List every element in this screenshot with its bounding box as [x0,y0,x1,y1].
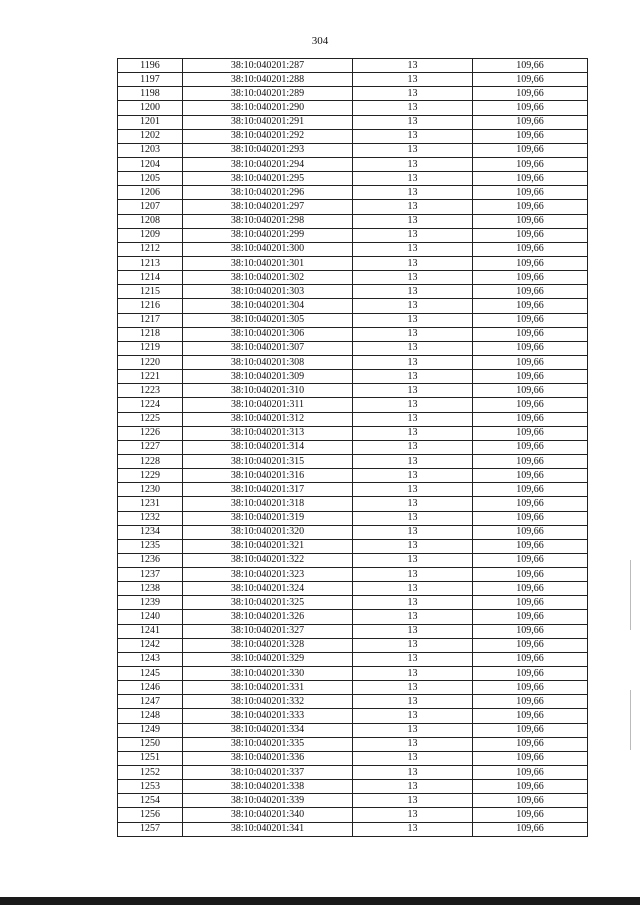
area-cell: 13 [353,73,473,87]
table-row [118,780,588,794]
cadastral-number-cell: 38:10:040201:291 [183,115,353,129]
cadastral-number-cell: 38:10:040201:301 [183,256,353,270]
cadastral-number-cell: 38:10:040201:312 [183,412,353,426]
value-cell: 109,66 [473,186,588,200]
table-row [118,751,588,765]
cadastral-number-cell: 38:10:040201:311 [183,398,353,412]
table-row [118,143,588,157]
value-cell: 109,66 [473,313,588,327]
area-cell: 13 [353,398,473,412]
cadastral-number-cell: 38:10:040201:315 [183,454,353,468]
row-number-cell: 1202 [118,129,183,143]
cadastral-number-cell: 38:10:040201:296 [183,186,353,200]
table-row [118,766,588,780]
row-number-cell: 1219 [118,341,183,355]
table-row [118,370,588,384]
cadastral-number-cell: 38:10:040201:293 [183,143,353,157]
row-number-cell: 1245 [118,667,183,681]
area-cell: 13 [353,256,473,270]
area-cell: 13 [353,87,473,101]
value-cell: 109,66 [473,539,588,553]
row-number-cell: 1232 [118,511,183,525]
value-cell: 109,66 [473,129,588,143]
table-row [118,610,588,624]
area-cell: 13 [353,483,473,497]
value-cell: 109,66 [473,553,588,567]
value-cell: 109,66 [473,59,588,73]
cadastral-number-cell: 38:10:040201:329 [183,652,353,666]
row-number-cell: 1197 [118,73,183,87]
cadastral-number-cell: 38:10:040201:302 [183,271,353,285]
row-number-cell: 1196 [118,59,183,73]
table-row [118,737,588,751]
table-row [118,87,588,101]
value-cell: 109,66 [473,695,588,709]
area-cell: 13 [353,681,473,695]
row-number-cell: 1215 [118,285,183,299]
cadastral-number-cell: 38:10:040201:299 [183,228,353,242]
row-number-cell: 1208 [118,214,183,228]
cadastral-number-cell: 38:10:040201:317 [183,483,353,497]
area-cell: 13 [353,539,473,553]
table-row [118,426,588,440]
table-row [118,709,588,723]
area-cell: 13 [353,101,473,115]
row-number-cell: 1243 [118,652,183,666]
value-cell: 109,66 [473,228,588,242]
row-number-cell: 1203 [118,143,183,157]
table-row [118,553,588,567]
cadastral-number-cell: 38:10:040201:305 [183,313,353,327]
value-cell: 109,66 [473,341,588,355]
table-row [118,596,588,610]
scan-edge-mark [630,690,631,750]
area-cell: 13 [353,780,473,794]
value-cell: 109,66 [473,172,588,186]
table-row [118,822,588,836]
area-cell: 13 [353,525,473,539]
cadastral-number-cell: 38:10:040201:290 [183,101,353,115]
cadastral-number-cell: 38:10:040201:307 [183,341,353,355]
table-row [118,497,588,511]
area-cell: 13 [353,313,473,327]
value-cell: 109,66 [473,525,588,539]
area-cell: 13 [353,766,473,780]
area-cell: 13 [353,638,473,652]
row-number-cell: 1200 [118,101,183,115]
row-number-cell: 1226 [118,426,183,440]
area-cell: 13 [353,412,473,426]
row-number-cell: 1248 [118,709,183,723]
cadastral-number-cell: 38:10:040201:319 [183,511,353,525]
value-cell: 109,66 [473,398,588,412]
value-cell: 109,66 [473,497,588,511]
value-cell: 109,66 [473,101,588,115]
table-row [118,794,588,808]
table-row [118,483,588,497]
value-cell: 109,66 [473,454,588,468]
cadastral-number-cell: 38:10:040201:308 [183,355,353,369]
area-cell: 13 [353,454,473,468]
area-cell: 13 [353,242,473,256]
table-row [118,412,588,426]
cadastral-number-cell: 38:10:040201:336 [183,751,353,765]
row-number-cell: 1205 [118,172,183,186]
cadastral-number-cell: 38:10:040201:327 [183,624,353,638]
table-row [118,384,588,398]
area-cell: 13 [353,568,473,582]
table-row [118,808,588,822]
area-cell: 13 [353,553,473,567]
value-cell: 109,66 [473,667,588,681]
value-cell: 109,66 [473,157,588,171]
cadastral-number-cell: 38:10:040201:289 [183,87,353,101]
area-cell: 13 [353,511,473,525]
cadastral-number-cell: 38:10:040201:287 [183,59,353,73]
area-cell: 13 [353,200,473,214]
row-number-cell: 1207 [118,200,183,214]
registry-table [117,58,588,837]
table-row [118,624,588,638]
row-number-cell: 1240 [118,610,183,624]
row-number-cell: 1228 [118,454,183,468]
value-cell: 109,66 [473,808,588,822]
table-row [118,172,588,186]
table-row [118,355,588,369]
row-number-cell: 1214 [118,271,183,285]
table-row [118,59,588,73]
row-number-cell: 1220 [118,355,183,369]
row-number-cell: 1229 [118,469,183,483]
area-cell: 13 [353,299,473,313]
table-row [118,440,588,454]
cadastral-number-cell: 38:10:040201:333 [183,709,353,723]
row-number-cell: 1247 [118,695,183,709]
row-number-cell: 1237 [118,568,183,582]
cadastral-number-cell: 38:10:040201:323 [183,568,353,582]
table-row [118,256,588,270]
area-cell: 13 [353,129,473,143]
area-cell: 13 [353,143,473,157]
cadastral-number-cell: 38:10:040201:318 [183,497,353,511]
area-cell: 13 [353,186,473,200]
registry-table-body [118,59,588,837]
area-cell: 13 [353,610,473,624]
page-number: 304 [311,35,329,47]
table-row [118,228,588,242]
row-number-cell: 1209 [118,228,183,242]
row-number-cell: 1234 [118,525,183,539]
value-cell: 109,66 [473,568,588,582]
cadastral-number-cell: 38:10:040201:338 [183,780,353,794]
cadastral-number-cell: 38:10:040201:339 [183,794,353,808]
value-cell: 109,66 [473,780,588,794]
cadastral-number-cell: 38:10:040201:325 [183,596,353,610]
row-number-cell: 1239 [118,596,183,610]
area-cell: 13 [353,228,473,242]
value-cell: 109,66 [473,214,588,228]
table-row [118,638,588,652]
area-cell: 13 [353,285,473,299]
row-number-cell: 1223 [118,384,183,398]
value-cell: 109,66 [473,143,588,157]
value-cell: 109,66 [473,709,588,723]
area-cell: 13 [353,808,473,822]
cadastral-number-cell: 38:10:040201:295 [183,172,353,186]
cadastral-number-cell: 38:10:040201:288 [183,73,353,87]
value-cell: 109,66 [473,794,588,808]
value-cell: 109,66 [473,652,588,666]
cadastral-number-cell: 38:10:040201:332 [183,695,353,709]
row-number-cell: 1198 [118,87,183,101]
area-cell: 13 [353,370,473,384]
row-number-cell: 1230 [118,483,183,497]
cadastral-number-cell: 38:10:040201:321 [183,539,353,553]
table-row [118,469,588,483]
cadastral-number-cell: 38:10:040201:341 [183,822,353,836]
table-row [118,73,588,87]
area-cell: 13 [353,737,473,751]
row-number-cell: 1250 [118,737,183,751]
row-number-cell: 1241 [118,624,183,638]
value-cell: 109,66 [473,299,588,313]
row-number-cell: 1224 [118,398,183,412]
table-row [118,242,588,256]
area-cell: 13 [353,327,473,341]
area-cell: 13 [353,497,473,511]
row-number-cell: 1254 [118,794,183,808]
value-cell: 109,66 [473,355,588,369]
cadastral-number-cell: 38:10:040201:310 [183,384,353,398]
table-row [118,667,588,681]
area-cell: 13 [353,652,473,666]
value-cell: 109,66 [473,822,588,836]
table-row [118,525,588,539]
row-number-cell: 1216 [118,299,183,313]
row-number-cell: 1204 [118,157,183,171]
table-row [118,285,588,299]
value-cell: 109,66 [473,582,588,596]
row-number-cell: 1253 [118,780,183,794]
table-row [118,115,588,129]
table-row [118,271,588,285]
cadastral-number-cell: 38:10:040201:300 [183,242,353,256]
value-cell: 109,66 [473,426,588,440]
cadastral-number-cell: 38:10:040201:340 [183,808,353,822]
table-row [118,186,588,200]
area-cell: 13 [353,172,473,186]
table-row [118,299,588,313]
table-row [118,129,588,143]
value-cell: 109,66 [473,751,588,765]
row-number-cell: 1201 [118,115,183,129]
table-row [118,200,588,214]
cadastral-number-cell: 38:10:040201:309 [183,370,353,384]
cadastral-number-cell: 38:10:040201:303 [183,285,353,299]
area-cell: 13 [353,624,473,638]
cadastral-number-cell: 38:10:040201:330 [183,667,353,681]
cadastral-number-cell: 38:10:040201:334 [183,723,353,737]
table-row [118,568,588,582]
row-number-cell: 1225 [118,412,183,426]
row-number-cell: 1249 [118,723,183,737]
row-number-cell: 1256 [118,808,183,822]
value-cell: 109,66 [473,737,588,751]
table-row [118,157,588,171]
value-cell: 109,66 [473,596,588,610]
area-cell: 13 [353,214,473,228]
value-cell: 109,66 [473,638,588,652]
value-cell: 109,66 [473,370,588,384]
row-number-cell: 1227 [118,440,183,454]
area-cell: 13 [353,115,473,129]
row-number-cell: 1218 [118,327,183,341]
row-number-cell: 1206 [118,186,183,200]
area-cell: 13 [353,794,473,808]
area-cell: 13 [353,426,473,440]
row-number-cell: 1221 [118,370,183,384]
table-row [118,341,588,355]
table-row [118,723,588,737]
area-cell: 13 [353,582,473,596]
table-row [118,214,588,228]
value-cell: 109,66 [473,469,588,483]
cadastral-number-cell: 38:10:040201:306 [183,327,353,341]
table-row [118,681,588,695]
value-cell: 109,66 [473,440,588,454]
row-number-cell: 1251 [118,751,183,765]
area-cell: 13 [353,667,473,681]
cadastral-number-cell: 38:10:040201:316 [183,469,353,483]
table-row [118,313,588,327]
cadastral-number-cell: 38:10:040201:331 [183,681,353,695]
table-row [118,539,588,553]
value-cell: 109,66 [473,511,588,525]
cadastral-number-cell: 38:10:040201:324 [183,582,353,596]
cadastral-number-cell: 38:10:040201:292 [183,129,353,143]
table-row [118,101,588,115]
value-cell: 109,66 [473,766,588,780]
value-cell: 109,66 [473,200,588,214]
row-number-cell: 1235 [118,539,183,553]
cadastral-number-cell: 38:10:040201:328 [183,638,353,652]
value-cell: 109,66 [473,610,588,624]
value-cell: 109,66 [473,242,588,256]
row-number-cell: 1242 [118,638,183,652]
area-cell: 13 [353,822,473,836]
table-row [118,454,588,468]
area-cell: 13 [353,596,473,610]
value-cell: 109,66 [473,483,588,497]
cadastral-number-cell: 38:10:040201:326 [183,610,353,624]
cadastral-number-cell: 38:10:040201:320 [183,525,353,539]
table-row [118,582,588,596]
area-cell: 13 [353,440,473,454]
cadastral-number-cell: 38:10:040201:337 [183,766,353,780]
cadastral-number-cell: 38:10:040201:314 [183,440,353,454]
scan-bottom-edge [0,897,640,905]
row-number-cell: 1213 [118,256,183,270]
table-row [118,652,588,666]
value-cell: 109,66 [473,384,588,398]
cadastral-number-cell: 38:10:040201:298 [183,214,353,228]
area-cell: 13 [353,355,473,369]
value-cell: 109,66 [473,73,588,87]
area-cell: 13 [353,695,473,709]
cadastral-number-cell: 38:10:040201:304 [183,299,353,313]
cadastral-number-cell: 38:10:040201:294 [183,157,353,171]
value-cell: 109,66 [473,723,588,737]
area-cell: 13 [353,384,473,398]
value-cell: 109,66 [473,115,588,129]
value-cell: 109,66 [473,87,588,101]
row-number-cell: 1212 [118,242,183,256]
row-number-cell: 1217 [118,313,183,327]
value-cell: 109,66 [473,681,588,695]
row-number-cell: 1246 [118,681,183,695]
cadastral-number-cell: 38:10:040201:335 [183,737,353,751]
area-cell: 13 [353,469,473,483]
area-cell: 13 [353,341,473,355]
table-row [118,327,588,341]
area-cell: 13 [353,59,473,73]
area-cell: 13 [353,751,473,765]
cadastral-number-cell: 38:10:040201:322 [183,553,353,567]
value-cell: 109,66 [473,327,588,341]
area-cell: 13 [353,271,473,285]
row-number-cell: 1257 [118,822,183,836]
row-number-cell: 1231 [118,497,183,511]
value-cell: 109,66 [473,624,588,638]
value-cell: 109,66 [473,256,588,270]
table-row [118,398,588,412]
table-row [118,695,588,709]
area-cell: 13 [353,157,473,171]
row-number-cell: 1252 [118,766,183,780]
table-row [118,511,588,525]
row-number-cell: 1236 [118,553,183,567]
value-cell: 109,66 [473,285,588,299]
value-cell: 109,66 [473,271,588,285]
cadastral-number-cell: 38:10:040201:297 [183,200,353,214]
area-cell: 13 [353,723,473,737]
row-number-cell: 1238 [118,582,183,596]
cadastral-number-cell: 38:10:040201:313 [183,426,353,440]
area-cell: 13 [353,709,473,723]
value-cell: 109,66 [473,412,588,426]
scan-edge-mark [630,560,631,630]
